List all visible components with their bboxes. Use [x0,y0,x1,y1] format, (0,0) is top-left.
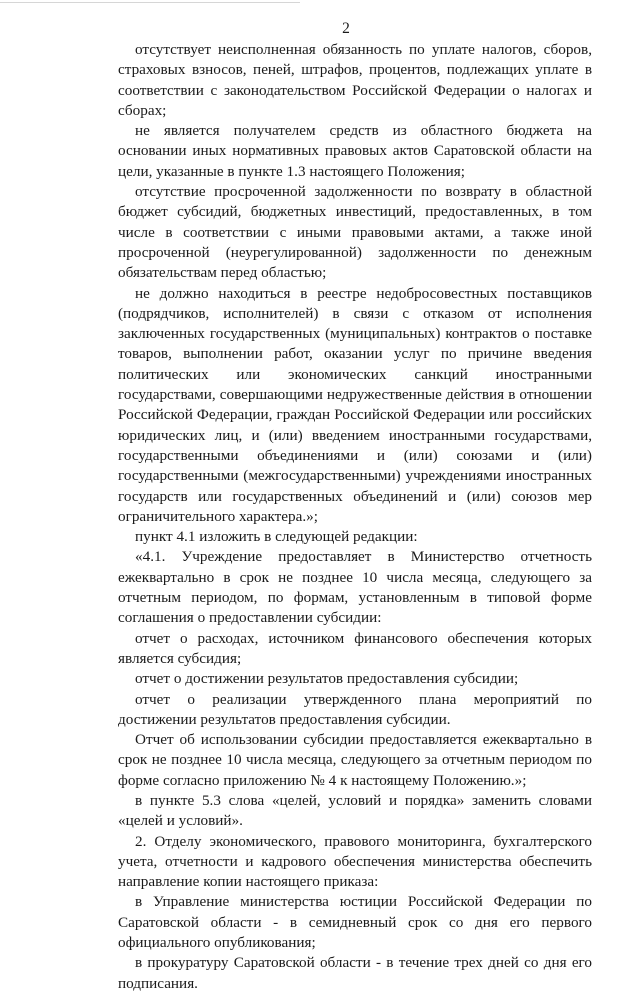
paragraph-no-tax-debt: отсутствует неисполненная обязанность по уплате налогов, сборов, страховых взносов, пеней, штрафов, процентов, подлежащих уплате в соответствии с законодательством Российской Федерации о налогах и сборах; [118,41,592,119]
paragraph-no-overdue-debt: отсутствие просроченной задолженности по возврату в областной бюджет субсидий, бюджетных инвестиций, предоставленных, в том числе в соответствии с иными правовыми актами, а также иной просроченной (неурегулированной) задолженности по денежным обязательствам перед областью; [118,183,592,282]
paragraph-clause-4-1-intro: пункт 4.1 изложить в следующей редакции: [135,528,418,546]
document-body [118,40,592,994]
paragraph-not-budget-recipient: не является получателем средств из областного бюджета на основании иных нормативных правовых актов Саратовской области на цели, указанные в пункте 1.3 настоящего Положения; [118,122,592,180]
paragraph-justice-ministry: в Управление министерства юстиции Российской Федерации по Саратовской области - в семидневный срок со дня его первого официального опубликования; [118,893,592,952]
paragraph-plan-report: отчет о реализации утвержденного плана мероприятий по достижении результатов предоставления субсидии. [118,690,592,728]
paragraph-results-report: отчет о достижении результатов предоставления субсидии; [135,670,519,688]
paragraph-expense-report: отчет о расходах, источником финансового обеспечения которых является субсидия; [118,629,592,667]
paragraph-section-2: 2. Отделу экономического, правового мониторинга, бухгалтерского учета, отчетности и кадрового обеспечения министерства обеспечить направление копии настоящего приказа: [118,832,592,891]
paragraph-prosecutor-office: в прокуратуру Саратовской области - в течение трех дней со дня его подписания. [118,954,592,992]
paragraph-clause-5-3: в пункте 5.3 слова «целей, условий и порядка» заменить словами «целей и условий». [118,791,592,830]
page-number: 2 [342,20,350,37]
paragraph-not-in-registry: не должно находиться в реестре недобросовестных поставщиков (подрядчиков, исполнителей) в связи с отказом от исполнения заключенных государственных (муниципальных) контрактов о поставке товаров, выполнении работ, оказании услуг по причине введения политических или экономических санкций иностранными государствами, совершающими недружественные действия в отношении Российской Федерации, граждан Российской Федерации или российских юридических лиц, и (или) введением иностранными государствами, государственными объединениями и (или) союзами и (или) государственными (межгосударственными) учреждениями иностранных государств или государственных объединений и (или) союзов мер ограничительного характера.»; [118,284,592,525]
paragraph-subsidy-usage-report: Отчет об использовании субсидии предоставляется ежеквартально в срок не позднее 10 числа месяца, следующего за отчетным периодом по форме согласно приложению № 4 к настоящему Положению.»; [118,731,592,789]
paragraph-clause-4-1-text: «4.1. Учреждение предоставляет в Министерство отчетность ежеквартально в срок не позднее 10 числа месяца, следующего за отчетным периодом, по формам, установленным в типовой форме соглашения о предоставлении субсидии: [118,548,592,627]
scan-edge-line [0,2,300,3]
